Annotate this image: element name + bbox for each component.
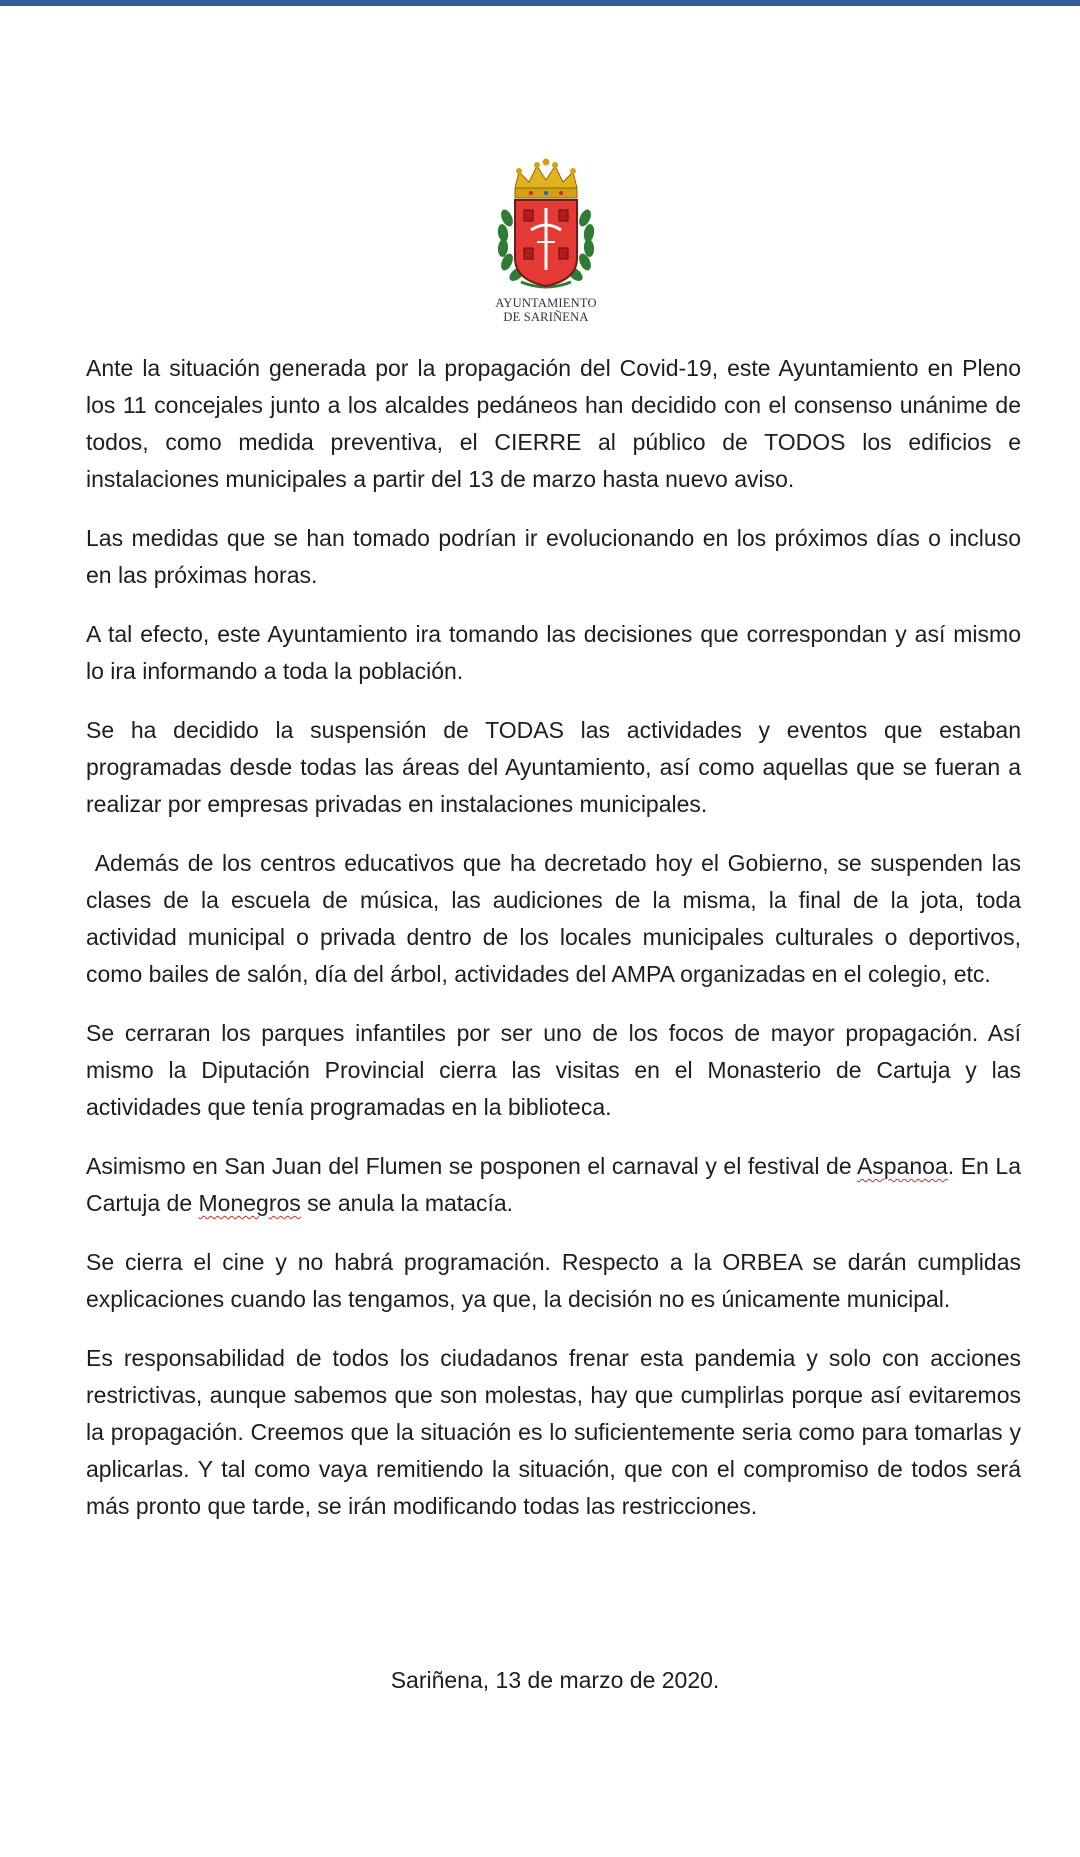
paragraph-6: Se cerraran los parques infantiles por ser uno de los focos de mayor propagación. Así mismo la Diputación Provincial cierra las visitas en el Monasterio de Cartuja y las actividades que tenía programadas en la biblioteca. bbox=[86, 1020, 1021, 1120]
paragraph-1: Ante la situación generada por la propagación del Covid-19, este Ayuntamiento en Pleno los 11 concejales junto a los alcaldes pedáneos han decidido con el consenso unánime de todos, como medida preventiva, el CIERRE al público de TODOS los edificios e instalaciones municipales a partir del 13 de marzo hasta nuevo aviso. bbox=[86, 355, 1021, 492]
signoff-date: Sariñena, 13 de marzo de 2020. bbox=[390, 1667, 720, 1693]
paragraph-3: A tal efecto, este Ayuntamiento ira tomando las decisiones que correspondan y así mismo lo ira informando a toda la población. bbox=[86, 621, 1021, 684]
paragraph-7-part2: . En La Cartuja de bbox=[86, 1153, 1022, 1216]
spellcheck-word-aspanoa: Aspanoa bbox=[856, 1153, 948, 1179]
top-accent-bar bbox=[0, 0, 1080, 6]
paragraph-5: Además de los centros educativos que ha decretado hoy el Gobierno, se suspenden las clases de la escuela de música, las audiciones de la misma, la final de la jota, toda actividad municipal o privada dentro de los locales municipales culturales o deportivos, como bailes de salón, día del árbol, actividades del AMPA organizadas en el colegio, etc. bbox=[86, 850, 1028, 987]
paragraph-7-part1: Asimismo en San Juan del Flumen se posponen el carnaval y el festival de bbox=[86, 1153, 857, 1179]
spellcheck-word-monegros: Monegros bbox=[198, 1190, 301, 1216]
logo-caption bbox=[440, 296, 652, 324]
paragraph-7-part3: se anula la matacía. bbox=[300, 1190, 514, 1216]
paragraph-2: Las medidas que se han tomado podrían ir evolucionando en los próximos días o incluso en las próximas horas. bbox=[86, 525, 1021, 588]
document-body bbox=[86, 350, 1028, 1547]
logo-caption-line2: DE SARIÑENA bbox=[503, 310, 589, 324]
paragraph-4: Se ha decidido la suspensión de TODAS las actividades y eventos que estaban programadas desde todas las áreas del Ayuntamiento, así como aquellas que se fueran a realizar por empresas privadas en instalaciones municipales. bbox=[86, 717, 1021, 817]
paragraph-7 bbox=[86, 1148, 1021, 1222]
paragraph-9: Es responsabilidad de todos los ciudadanos frenar esta pandemia y solo con acciones restrictivas, aunque sabemos que son molestas, hay que cumplirlas porque así evitaremos la propagación. Creemos que la situación es lo suficientemente seria como para tomarlas y aplicarlas. Y tal como vaya remitiendo la situación, que con el compromiso de todos será más pronto que tarde, se irán modificando todas las restricciones. bbox=[86, 1345, 1021, 1519]
paragraph-8: Se cierra el cine y no habrá programación. Respecto a la ORBEA se darán cumplidas explicaciones cuando las tengamos, ya que, la decisión no es únicamente municipal. bbox=[86, 1249, 1021, 1312]
logo-caption-line1: AYUNTAMIENTO bbox=[495, 296, 597, 310]
